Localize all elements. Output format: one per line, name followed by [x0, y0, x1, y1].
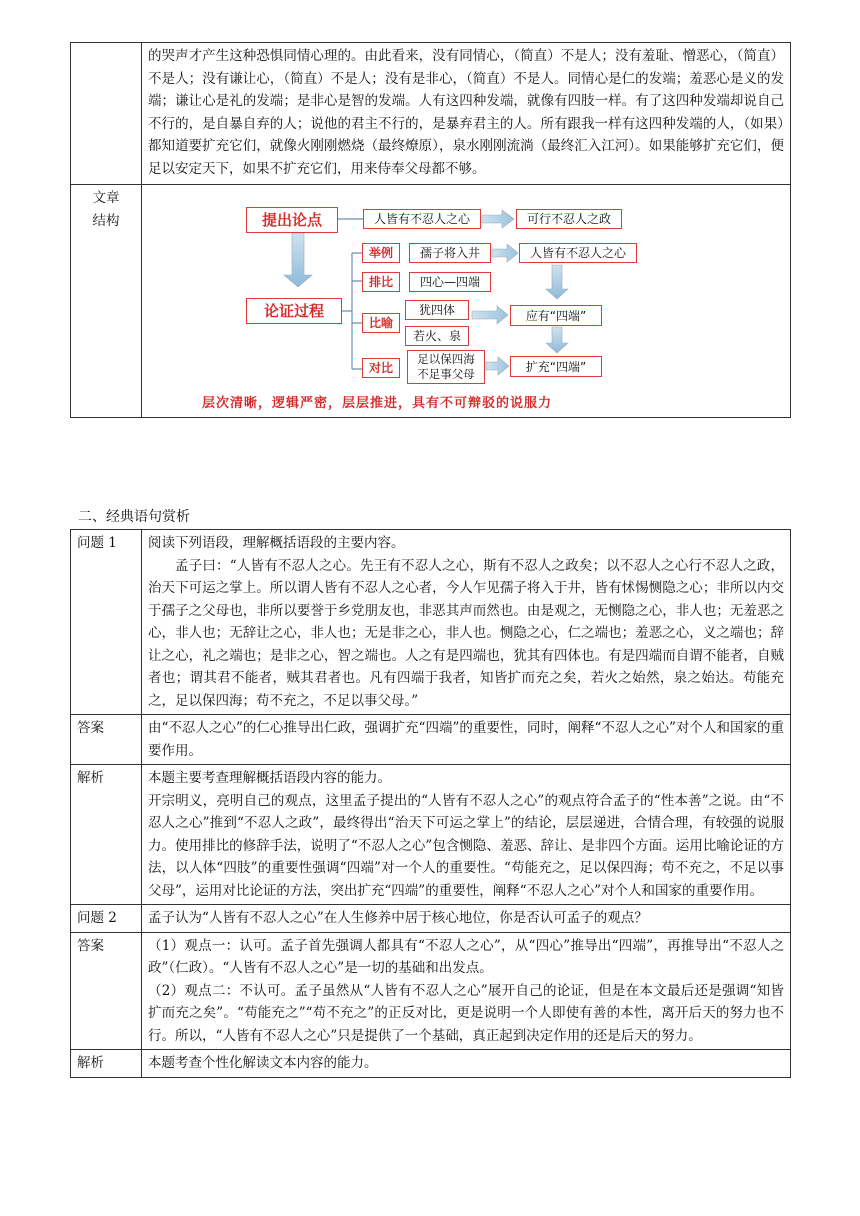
q1-content — [142, 530, 791, 715]
method-parallel-box: 排比 — [362, 272, 400, 292]
e1-content — [142, 765, 791, 905]
q1-label: 问题 1 — [71, 530, 142, 715]
arrow-down-right-1 — [546, 265, 568, 299]
example-result-box: 人皆有不忍人之心 — [519, 243, 637, 263]
thesis-result-box: 可行不忍人之政 — [516, 209, 622, 229]
structure-diagram — [142, 185, 790, 417]
a2-content — [142, 932, 791, 1050]
translation-continuation: 的哭声才产生这种恐惧同情心理的。由此看来，没有同情心，（简直）不是人；没有羞耻、憎恶心，（简直）不是人；没有谦让心，（简直）不是人；没有是非心，（简直）不是人。同情心是仁的发端；羞恶心是义的发端；谦让心是礼的发端；是非心是智的发端。人有这四种发端，就像有四肢一样。有了这四种发端却说自己不行的，是自暴自弃的人；说他的君主不行的，是暴弃君主的人。所有跟我一样有这四种发端的人，（如果）都知道要扩充它们，就像火刚刚燃烧（最终燎原），泉水刚刚流淌（最终汇入江河）。如果能够扩充它们，便足以安定天下，如果不扩充它们，用来侍奉父母都不够。 — [142, 43, 791, 185]
structure-diagram-cell — [142, 185, 791, 418]
metaphor-content-1-box: 犹四体 — [405, 300, 469, 320]
a2-label: 答案 — [71, 932, 142, 1050]
diagram-summary: 层次清晰，逻辑严密，层层推进，具有不可辩驳的说服力 — [202, 396, 553, 411]
process-bracket — [342, 253, 362, 369]
main-point-box: 提出论点 — [246, 207, 338, 233]
q1-intro: 阅读下列语段，理解概括语段的主要内容。 — [148, 535, 405, 551]
translation-structure-table — [70, 42, 791, 418]
arrow-right-metaphor — [472, 306, 508, 324]
contrast-content-box — [407, 350, 485, 384]
q2-text: 孟子认为“人皆有不忍人之心”在人生修养中居于核心地位，你是否认可孟子的观点？ — [142, 905, 791, 933]
metaphor-content-2-box: 若火、泉 — [405, 326, 469, 346]
a1-text: 由“不忍人之心”的仁心推导出仁政，强调扩充“四端”的重要性，同时，阐释“不忍人之心”对个人和国家的重要作用。 — [142, 715, 791, 765]
q2-label: 问题 2 — [71, 905, 142, 933]
a2-view1: （1）观点一：认可。孟子首先强调人都具有“不忍人之心”，从“四心”推导出“四端”，再推导出“不忍人之政”（仁政）。“人皆有不忍人之心”是一切的基础和出发点。 — [148, 937, 784, 976]
thesis-box: 人皆有不忍人之心 — [363, 209, 481, 229]
contrast-line-2: 不足事父母 — [417, 367, 475, 381]
e1-text: 开宗明义，亮明自己的观点，这里孟子提出的“人皆有不忍人之心”的观点符合孟子的“性本善”之说。由“不忍人之心”推到“不忍人之政”，最终得出“治天下可运之掌上”的结论，层层递进，合情合理，有较强的说服力。使用排比的修辞手法，说明了“不忍人之心”包含恻隐、羞恶、辞让、是非四个方面。运用比喻论证的方法，以人体“四肢”的重要性强调“四端”对一个人的重要性。“苟能充之，足以保四海；苟不充之，不足以事父母”，运用对比论证的方法，突出扩充“四端”的重要性，阐释“不忍人之心”对个人和国家的重要作用。 — [148, 792, 784, 899]
method-contrast-box: 对比 — [362, 358, 400, 378]
e1-line1: 本题主要考查理解概括语段内容的能力。 — [148, 770, 391, 786]
arrow-right-example — [492, 244, 518, 262]
method-example-box: 举例 — [362, 243, 400, 263]
e1-label: 解析 — [71, 765, 142, 905]
e2-text: 本题考查个性化解读文本内容的能力。 — [142, 1050, 791, 1078]
metaphor-result-box: 应有“四端” — [510, 305, 602, 326]
structure-label: 文章结构 — [71, 185, 142, 418]
a1-label: 答案 — [71, 715, 142, 765]
process-box: 论证过程 — [246, 298, 342, 324]
arrow-right-contrast — [486, 357, 509, 375]
q1-passage: 孟子曰：“人皆有不忍人之心。先王有不忍人之心，斯有不忍人之政矣；以不忍人之心行不忍人之政，治天下可运之掌上。所以谓人皆有不忍人之心者，今人乍见孺子将入于井，皆有怵惕恻隐之心；非所以内交于孺子之父母也，非所以要誉于乡党朋友也，非恶其声而然也。由是观之，无恻隐之心，非人也；无羞恶之心，非人也；无辞让之心，非人也；无是非之心，非人也。恻隐之心，仁之端也；羞恶之心，义之端也；辞让之心，礼之端也；是非之心，智之端也。人之有是四端也，犹其有四体也。有是四端而自谓不能者，自贼者也；谓其君不能者，贼其君者也。凡有四端于我者，知皆扩而充之矣，若火之始然，泉之始达。苟能充之，足以保四海；苟不充之，不足以事父母。” — [148, 557, 784, 709]
section-title: 二、经典语句赏析 — [78, 509, 190, 525]
a2-view2: （2）观点二：不认可。孟子虽然从“人皆有不忍人之心”展开自己的论证，但是在本文最后还是强调“知皆扩而充之矣”。“苟能充之”“苟不充之”的正反对比，更是说明一个人即使有善的本性，离开后天的努力也不行。所以，“人皆有不忍人之心”只是提供了一个基础，真正起到决定作用的还是后天的努力。 — [148, 982, 784, 1044]
questions-table — [70, 529, 791, 1078]
method-metaphor-box: 比喻 — [362, 313, 400, 333]
contrast-line-1: 足以保四海 — [417, 352, 475, 366]
arrow-down-right-2 — [546, 327, 568, 353]
parallel-content-box: 四心—四端 — [409, 272, 491, 292]
arrow-down-main — [284, 233, 312, 287]
arrow-right-thesis — [482, 210, 514, 228]
example-content-box: 孺子将入井 — [409, 243, 491, 263]
e2-label: 解析 — [71, 1050, 142, 1078]
contrast-result-box: 扩充“四端” — [510, 356, 602, 377]
empty-label-cell — [71, 43, 142, 185]
